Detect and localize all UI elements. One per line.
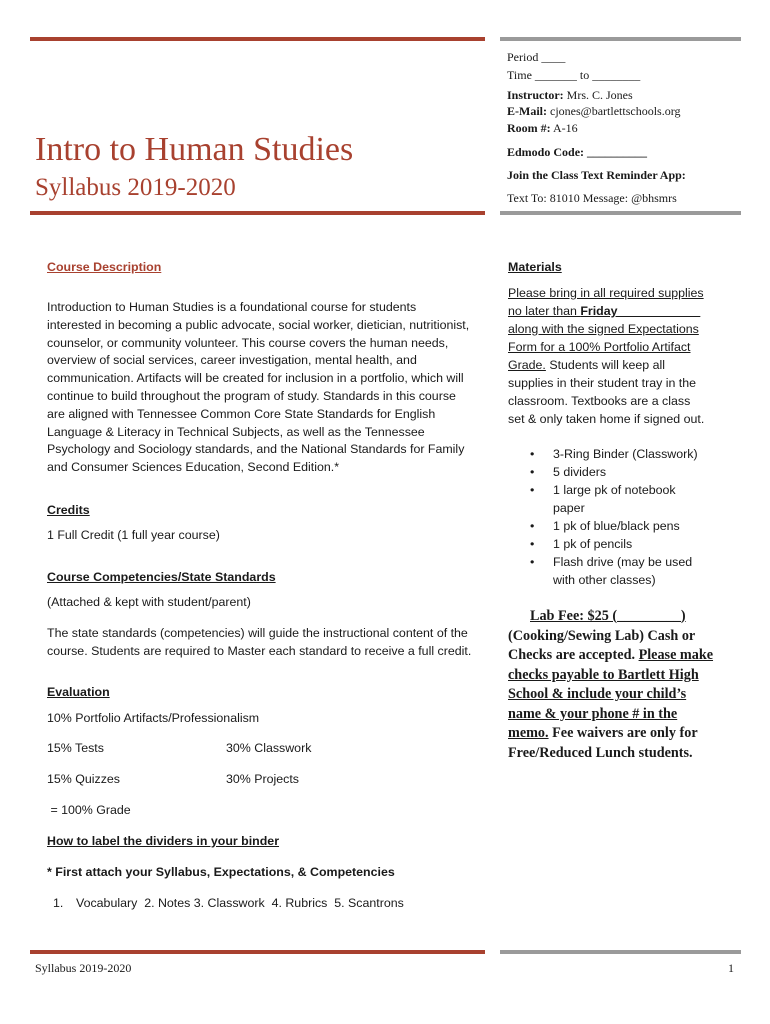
list-item-continuation bbox=[508, 499, 738, 517]
materials-line: Please bring in all required supplies bbox=[508, 286, 704, 300]
supply-label: 1 large pk of notebook bbox=[553, 483, 676, 497]
lab-fee-line: checks payable to Bartlett High bbox=[508, 666, 699, 683]
edmodo-code: Edmodo Code: __________ bbox=[507, 145, 648, 159]
description-line: and Consumer Sciences Education, Second Edition.* bbox=[47, 460, 340, 475]
footer-rule-red bbox=[30, 950, 485, 954]
dividers-list: Vocabulary 2. Notes 3. Classwork 4. Rubrics 5. Scantrons bbox=[76, 896, 404, 910]
bullet-icon: • bbox=[530, 519, 535, 533]
description-line: Psychology and Sociology standards, and the National Standards for Family bbox=[47, 442, 465, 457]
materials-text bbox=[508, 284, 738, 428]
dividers-list-number: 1. bbox=[53, 896, 64, 910]
room-label: Room #: bbox=[507, 121, 551, 135]
materials-line-part: Students will keep all bbox=[545, 358, 666, 372]
course-description-heading: Course Description bbox=[47, 260, 162, 274]
materials-line-part: Grade. bbox=[508, 358, 546, 372]
evaluation-tests: 15% Tests bbox=[47, 741, 104, 755]
materials-line: supplies in their student tray in the bbox=[508, 376, 697, 390]
evaluation-quizzes: 15% Quizzes bbox=[47, 772, 121, 786]
time-field: Time _______ to ________ bbox=[507, 68, 641, 82]
email-label: E-Mail: bbox=[507, 104, 547, 118]
period-field: Period ____ bbox=[507, 50, 566, 64]
evaluation-portfolio: 10% Portfolio Artifacts/Professionalism bbox=[47, 711, 260, 725]
page-title: Intro to Human Studies bbox=[35, 131, 354, 168]
evaluation-projects: 30% Projects bbox=[226, 772, 300, 786]
supply-label: 1 pk of pencils bbox=[553, 537, 633, 551]
lab-fee-line: Lab Fee: $25 (_________) bbox=[530, 608, 686, 624]
materials-line: classroom. Textbooks are a class bbox=[508, 394, 691, 408]
list-item bbox=[508, 445, 738, 463]
materials-line bbox=[508, 356, 738, 374]
header-rule-red bbox=[30, 211, 485, 215]
lab-fee-part: Checks are accepted. bbox=[508, 647, 639, 663]
evaluation-classwork: 30% Classwork bbox=[226, 741, 312, 755]
description-line: are aligned with Tennessee Common Core State Standards for English bbox=[47, 406, 436, 421]
instructor-label: Instructor: bbox=[507, 88, 564, 102]
bullet-icon: • bbox=[530, 465, 535, 479]
lab-fee-part: Fee waivers are only for bbox=[548, 725, 698, 741]
supply-label: paper bbox=[553, 501, 585, 515]
list-item bbox=[508, 481, 738, 499]
footer-rule-gray bbox=[500, 950, 741, 954]
top-rule-red bbox=[30, 37, 485, 41]
instructor-line bbox=[507, 88, 633, 103]
competencies-line-1: The state standards (competencies) will guide the instructional content of the bbox=[47, 626, 468, 640]
credits-heading: Credits bbox=[47, 503, 90, 517]
lab-fee-part: memo. bbox=[508, 725, 549, 741]
email-line bbox=[507, 104, 680, 119]
description-line: continue to build throughout the program of study. Standards in this course bbox=[47, 388, 456, 403]
text-to-line: Text To: 81010 Message: @bhsmrs bbox=[507, 191, 677, 205]
materials-line-part: no later than bbox=[508, 304, 581, 318]
competencies-line-2: course. Students are required to Master each standard to receive a full credit. bbox=[47, 644, 472, 658]
credits-text: 1 Full Credit (1 full year course) bbox=[47, 528, 220, 542]
header-rule-gray bbox=[500, 211, 741, 215]
evaluation-total: = 100% Grade bbox=[47, 803, 131, 817]
footer-label: Syllabus 2019-2020 bbox=[35, 961, 132, 975]
list-item bbox=[508, 517, 738, 535]
lab-fee-line: name & your phone # in the bbox=[508, 705, 678, 722]
list-item bbox=[508, 553, 738, 571]
dividers-heading: How to label the dividers in your binder bbox=[47, 834, 280, 848]
text-app-heading: Join the Class Text Reminder App: bbox=[507, 168, 686, 182]
materials-line: set & only taken home if signed out. bbox=[508, 412, 705, 426]
supply-label: Flash drive (may be used bbox=[553, 555, 693, 569]
bullet-icon: • bbox=[530, 555, 535, 569]
supply-label: with other classes) bbox=[553, 573, 656, 587]
room-line bbox=[507, 121, 578, 136]
supplies-list-container bbox=[508, 445, 738, 589]
list-item bbox=[508, 463, 738, 481]
lab-fee-part: Please make bbox=[638, 647, 714, 663]
materials-line: along with the signed Expectations bbox=[508, 322, 699, 336]
description-line: counselor, or community volunteer. This course covers the human needs, bbox=[47, 335, 449, 350]
dividers-first-note: * First attach your Syllabus, Expectations, & Competencies bbox=[47, 865, 395, 879]
page-number: 1 bbox=[728, 961, 734, 975]
lab-fee-line bbox=[508, 646, 748, 666]
evaluation-heading: Evaluation bbox=[47, 685, 110, 699]
list-item bbox=[508, 535, 738, 553]
description-line: interested in becoming a public advocate, social worker, dietician, nutritionist, bbox=[47, 317, 470, 332]
top-rule-gray bbox=[500, 37, 741, 41]
description-line: overview of social services, career investigation, mental health, and bbox=[47, 353, 417, 368]
description-line: Introduction to Human Studies is a foundational course for students bbox=[47, 300, 417, 314]
supply-label: 5 dividers bbox=[553, 465, 607, 479]
instructor-value: Mrs. C. Jones bbox=[563, 88, 633, 102]
competencies-heading: Course Competencies/State Standards bbox=[47, 570, 276, 584]
lab-fee-line: School & include your child’s bbox=[508, 686, 687, 702]
bullet-icon: • bbox=[530, 537, 535, 551]
lab-fee-line bbox=[508, 724, 748, 744]
description-line: Language & Literacy in Technical Subjects, as well as the Tennessee bbox=[47, 424, 425, 439]
list-item-continuation bbox=[508, 571, 738, 589]
friday-deadline: Friday____________ bbox=[580, 304, 701, 318]
materials-line bbox=[508, 302, 738, 320]
bullet-icon: • bbox=[530, 483, 535, 497]
materials-line: Form for a 100% Portfolio Artifact bbox=[508, 340, 691, 354]
supply-label: 3-Ring Binder (Classwork) bbox=[553, 447, 698, 461]
lab-fee-line: (Cooking/Sewing Lab) Cash or bbox=[508, 627, 696, 644]
supply-label: 1 pk of blue/black pens bbox=[553, 519, 680, 533]
email-value: cjones@bartlettschools.org bbox=[547, 104, 681, 118]
materials-heading: Materials bbox=[508, 260, 562, 274]
description-line: communication. Artifacts will be created for inclusion in a portfolio, which will bbox=[47, 371, 464, 386]
room-value: A-16 bbox=[550, 121, 578, 135]
lab-fee-block bbox=[508, 607, 748, 763]
course-description-text bbox=[47, 299, 487, 477]
competencies-note: (Attached & kept with student/parent) bbox=[47, 595, 251, 609]
bullet-icon: • bbox=[530, 447, 535, 461]
supplies-list bbox=[508, 445, 738, 589]
page-subtitle: Syllabus 2019-2020 bbox=[35, 174, 236, 201]
lab-fee-line: Free/Reduced Lunch students. bbox=[508, 744, 693, 761]
